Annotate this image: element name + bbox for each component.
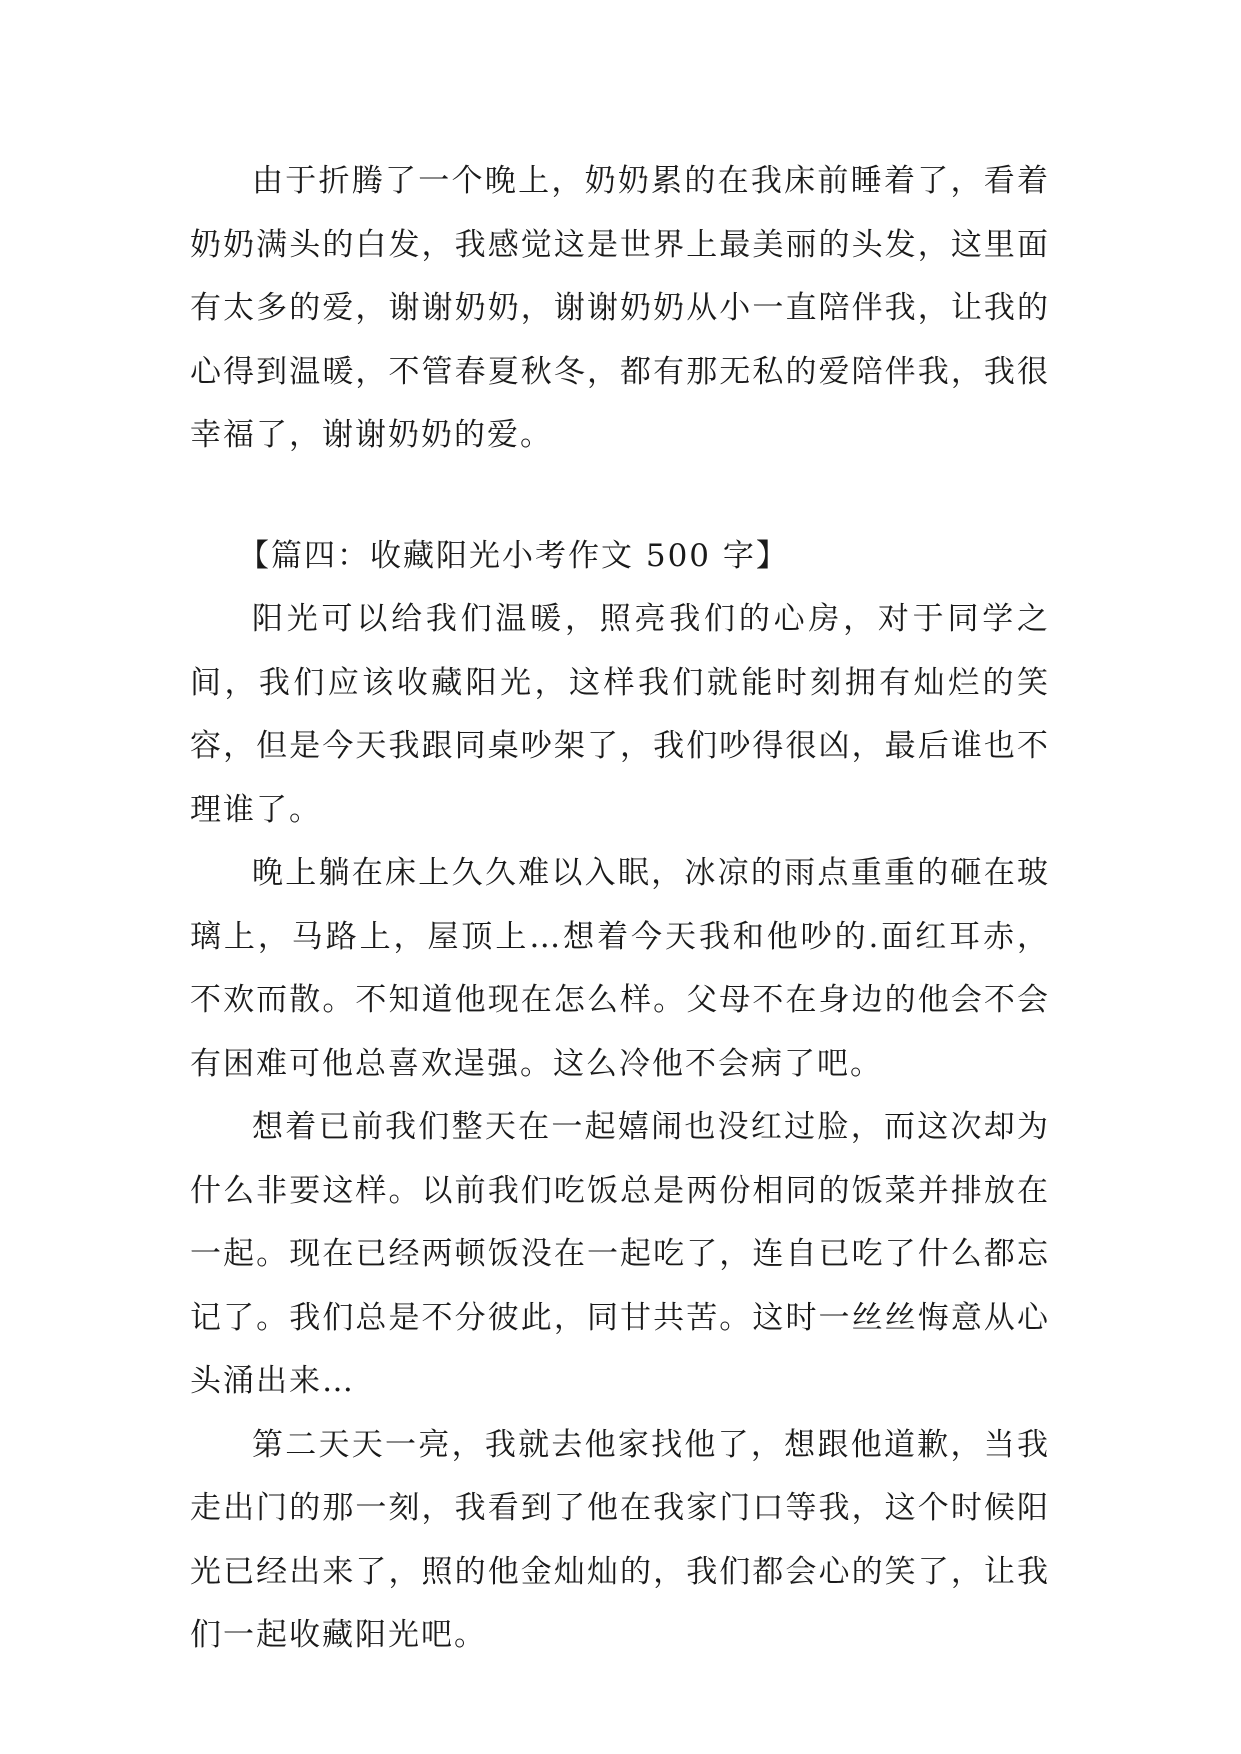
paragraph-memories: 想着已前我们整天在一起嬉闹也没红过脸，而这次却为什么非要这样。以前我们吃饭总是两份相同的饭菜并排放在一起。现在已经两顿饭没在一起吃了，连自已吃了什么都忘记了。我们总是不分彼此，同甘共苦。这时一丝丝悔意从心头涌出来… [190,1109,1050,1399]
document-body [190,150,1050,1668]
section-heading: 【篇四：收藏阳光小考作文 500 字】 [238,537,789,574]
paragraph-grandma-love: 由于折腾了一个晚上，奶奶累的在我床前睡着了，看着奶奶满头的白发，我感觉这是世界上最美丽的头发，这里面有太多的爱，谢谢奶奶，谢谢奶奶从小一直陪伴我，让我的心得到温暖，不管春夏秋冬，都有那无私的爱陪伴我，我很幸福了，谢谢奶奶的爱。 [190,163,1050,453]
paragraph-sunshine-intro: 阳光可以给我们温暖，照亮我们的心房，对于同学之间，我们应该收藏阳光，这样我们就能时刻拥有灿烂的笑容，但是今天我跟同桌吵架了，我们吵得很凶，最后谁也不理谁了。 [190,601,1050,828]
paragraph-next-morning: 第二天天一亮，我就去他家找他了，想跟他道歉，当我走出门的那一刻，我看到了他在我家门口等我，这个时候阳光已经出来了，照的他金灿灿的，我们都会心的笑了，让我们一起收藏阳光吧。 [190,1426,1050,1653]
paragraph-night-rain: 晚上躺在床上久久难以入眠，冰凉的雨点重重的砸在玻璃上，马路上，屋顶上…想着今天我和他吵的.面红耳赤，不欢而散。不知道他现在怎么样。父母不在身边的他会不会有困难可他总喜欢逞强。这么冷他不会病了吧。 [190,855,1050,1082]
